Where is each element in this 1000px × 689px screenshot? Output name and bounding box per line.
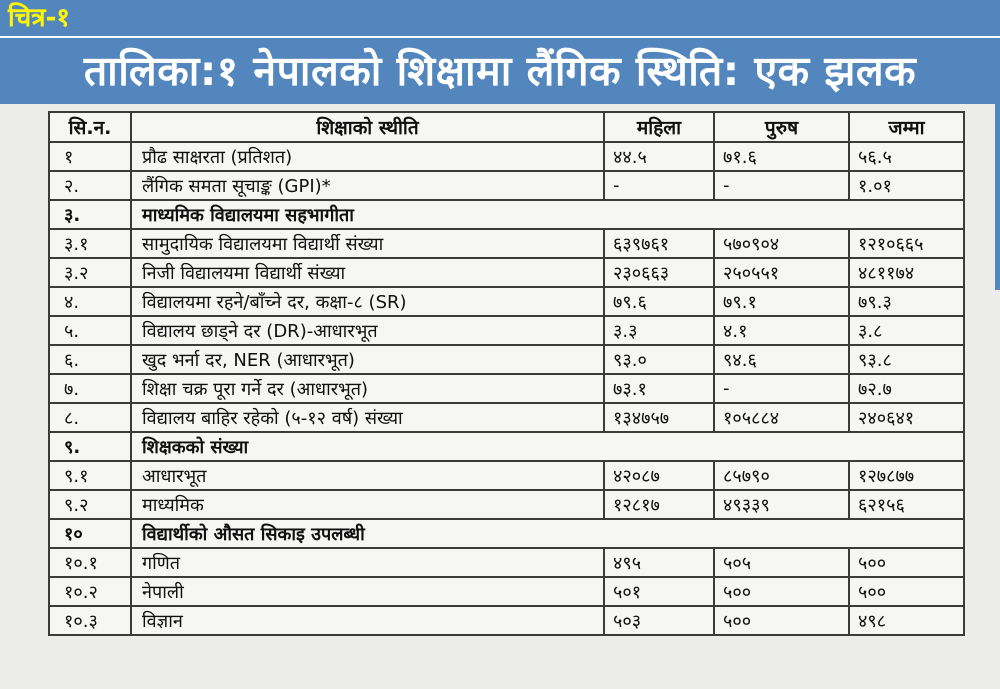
total-value-cell: ९३.८ (849, 345, 964, 374)
total-value-cell: ५०० (849, 577, 964, 606)
table-body (49, 142, 964, 635)
serial-cell: १०.१ (49, 548, 131, 577)
male-value-cell: ५७०९०४ (714, 229, 849, 258)
serial-cell: १० (49, 519, 131, 548)
total-value-cell: १२१०६६५ (849, 229, 964, 258)
table-row (49, 258, 964, 287)
total-value-cell: १.०१ (849, 171, 964, 200)
indicator-label-cell: विद्यार्थीको औसत सिकाइ उपलब्धी (131, 519, 964, 548)
female-value-cell: ६३९७६१ (604, 229, 714, 258)
serial-cell: ८. (49, 403, 131, 432)
male-value-cell: ७९.१ (714, 287, 849, 316)
total-value-cell: २४०६४१ (849, 403, 964, 432)
male-value-cell: ८५७९० (714, 461, 849, 490)
table-row (49, 403, 964, 432)
table-row (49, 142, 964, 171)
total-value-cell: ४८११७४ (849, 258, 964, 287)
total-value-cell: ७९.३ (849, 287, 964, 316)
section-row (49, 519, 964, 548)
table-row (49, 548, 964, 577)
header-serial: सि.न. (49, 112, 131, 142)
figure-label: चित्र-१ (8, 3, 70, 33)
total-value-cell: ३.८ (849, 316, 964, 345)
indicator-label-cell: आधारभूत (131, 461, 604, 490)
header-indicator: शिक्षाको स्थीति (131, 112, 604, 142)
male-value-cell: २५०५५१ (714, 258, 849, 287)
total-value-cell: ७२.७ (849, 374, 964, 403)
female-value-cell: ४४.५ (604, 142, 714, 171)
indicator-label-cell: सामुदायिक विद्यालयमा विद्यार्थी संख्या (131, 229, 604, 258)
male-value-cell: - (714, 171, 849, 200)
indicator-label-cell: शिक्षा चक्र पूरा गर्ने दर (आधारभूत) (131, 374, 604, 403)
page-title: तालिका:१ नेपालको शिक्षामा लैंगिक स्थिति: एक झलक (83, 47, 917, 95)
male-value-cell: ५०० (714, 606, 849, 635)
serial-cell: ९.२ (49, 490, 131, 519)
table-row (49, 171, 964, 200)
indicator-label-cell: निजी विद्यालयमा विद्यार्थी संख्या (131, 258, 604, 287)
serial-cell: ७. (49, 374, 131, 403)
total-value-cell: ४९८ (849, 606, 964, 635)
indicator-label-cell: प्रौढ साक्षरता (प्रतिशत) (131, 142, 604, 171)
header-row (49, 112, 964, 142)
table-row (49, 461, 964, 490)
indicator-label-cell: गणित (131, 548, 604, 577)
header-male: पुरुष (714, 112, 849, 142)
indicator-label-cell: नेपाली (131, 577, 604, 606)
table-header (49, 112, 964, 142)
section-row (49, 432, 964, 461)
table-row (49, 606, 964, 635)
serial-cell: १०.३ (49, 606, 131, 635)
male-value-cell: १०५८८४ (714, 403, 849, 432)
indicator-label-cell: खुद भर्ना दर, NER (आधारभूत) (131, 345, 604, 374)
table-row (49, 229, 964, 258)
indicator-label-cell: माध्यमिक विद्यालयमा सहभागीता (131, 200, 964, 229)
indicator-label-cell: शिक्षकको संख्या (131, 432, 964, 461)
section-row (49, 200, 964, 229)
serial-cell: ९.१ (49, 461, 131, 490)
serial-cell: ५. (49, 316, 131, 345)
table-row (49, 316, 964, 345)
female-value-cell: ९३.० (604, 345, 714, 374)
female-value-cell: ५०३ (604, 606, 714, 635)
female-value-cell: २३०६६३ (604, 258, 714, 287)
total-value-cell: ६२१५६ (849, 490, 964, 519)
right-edge-strip (995, 104, 1000, 290)
serial-cell: ३.१ (49, 229, 131, 258)
serial-cell: १०.२ (49, 577, 131, 606)
female-value-cell: ७९.६ (604, 287, 714, 316)
header-female: महिला (604, 112, 714, 142)
serial-cell: ३. (49, 200, 131, 229)
table-row (49, 287, 964, 316)
female-value-cell: ४२०८७ (604, 461, 714, 490)
female-value-cell: ७३.१ (604, 374, 714, 403)
male-value-cell: ५०५ (714, 548, 849, 577)
female-value-cell: - (604, 171, 714, 200)
serial-cell: ३.२ (49, 258, 131, 287)
female-value-cell: ४९५ (604, 548, 714, 577)
female-value-cell: १२८१७ (604, 490, 714, 519)
serial-cell: २. (49, 171, 131, 200)
indicator-label-cell: विद्यालयमा रहने/बाँच्ने दर, कक्षा-८ (SR) (131, 287, 604, 316)
male-value-cell: ९४.६ (714, 345, 849, 374)
education-gender-table (48, 111, 965, 636)
table-row (49, 490, 964, 519)
serial-cell: ६. (49, 345, 131, 374)
indicator-label-cell: विज्ञान (131, 606, 604, 635)
table-row (49, 374, 964, 403)
male-value-cell: ७१.६ (714, 142, 849, 171)
serial-cell: १ (49, 142, 131, 171)
title-banner (0, 0, 1000, 104)
indicator-label-cell: विद्यालय बाहिर रहेको (५-१२ वर्ष) संख्या (131, 403, 604, 432)
indicator-label-cell: माध्यमिक (131, 490, 604, 519)
female-value-cell: ५०१ (604, 577, 714, 606)
table-row (49, 345, 964, 374)
header-total: जम्मा (849, 112, 964, 142)
male-value-cell: ४९३३९ (714, 490, 849, 519)
serial-cell: ४. (49, 287, 131, 316)
indicator-label-cell: लैंगिक समता सूचाङ्क (GPI)* (131, 171, 604, 200)
female-value-cell: १३४७५७ (604, 403, 714, 432)
total-value-cell: ५०० (849, 548, 964, 577)
male-value-cell: ५०० (714, 577, 849, 606)
total-value-cell: १२७८७७ (849, 461, 964, 490)
table-row (49, 577, 964, 606)
serial-cell: ९. (49, 432, 131, 461)
male-value-cell: ४.१ (714, 316, 849, 345)
total-value-cell: ५६.५ (849, 142, 964, 171)
male-value-cell: - (714, 374, 849, 403)
female-value-cell: ३.३ (604, 316, 714, 345)
indicator-label-cell: विद्यालय छाड्ने दर (DR)-आधारभूत (131, 316, 604, 345)
